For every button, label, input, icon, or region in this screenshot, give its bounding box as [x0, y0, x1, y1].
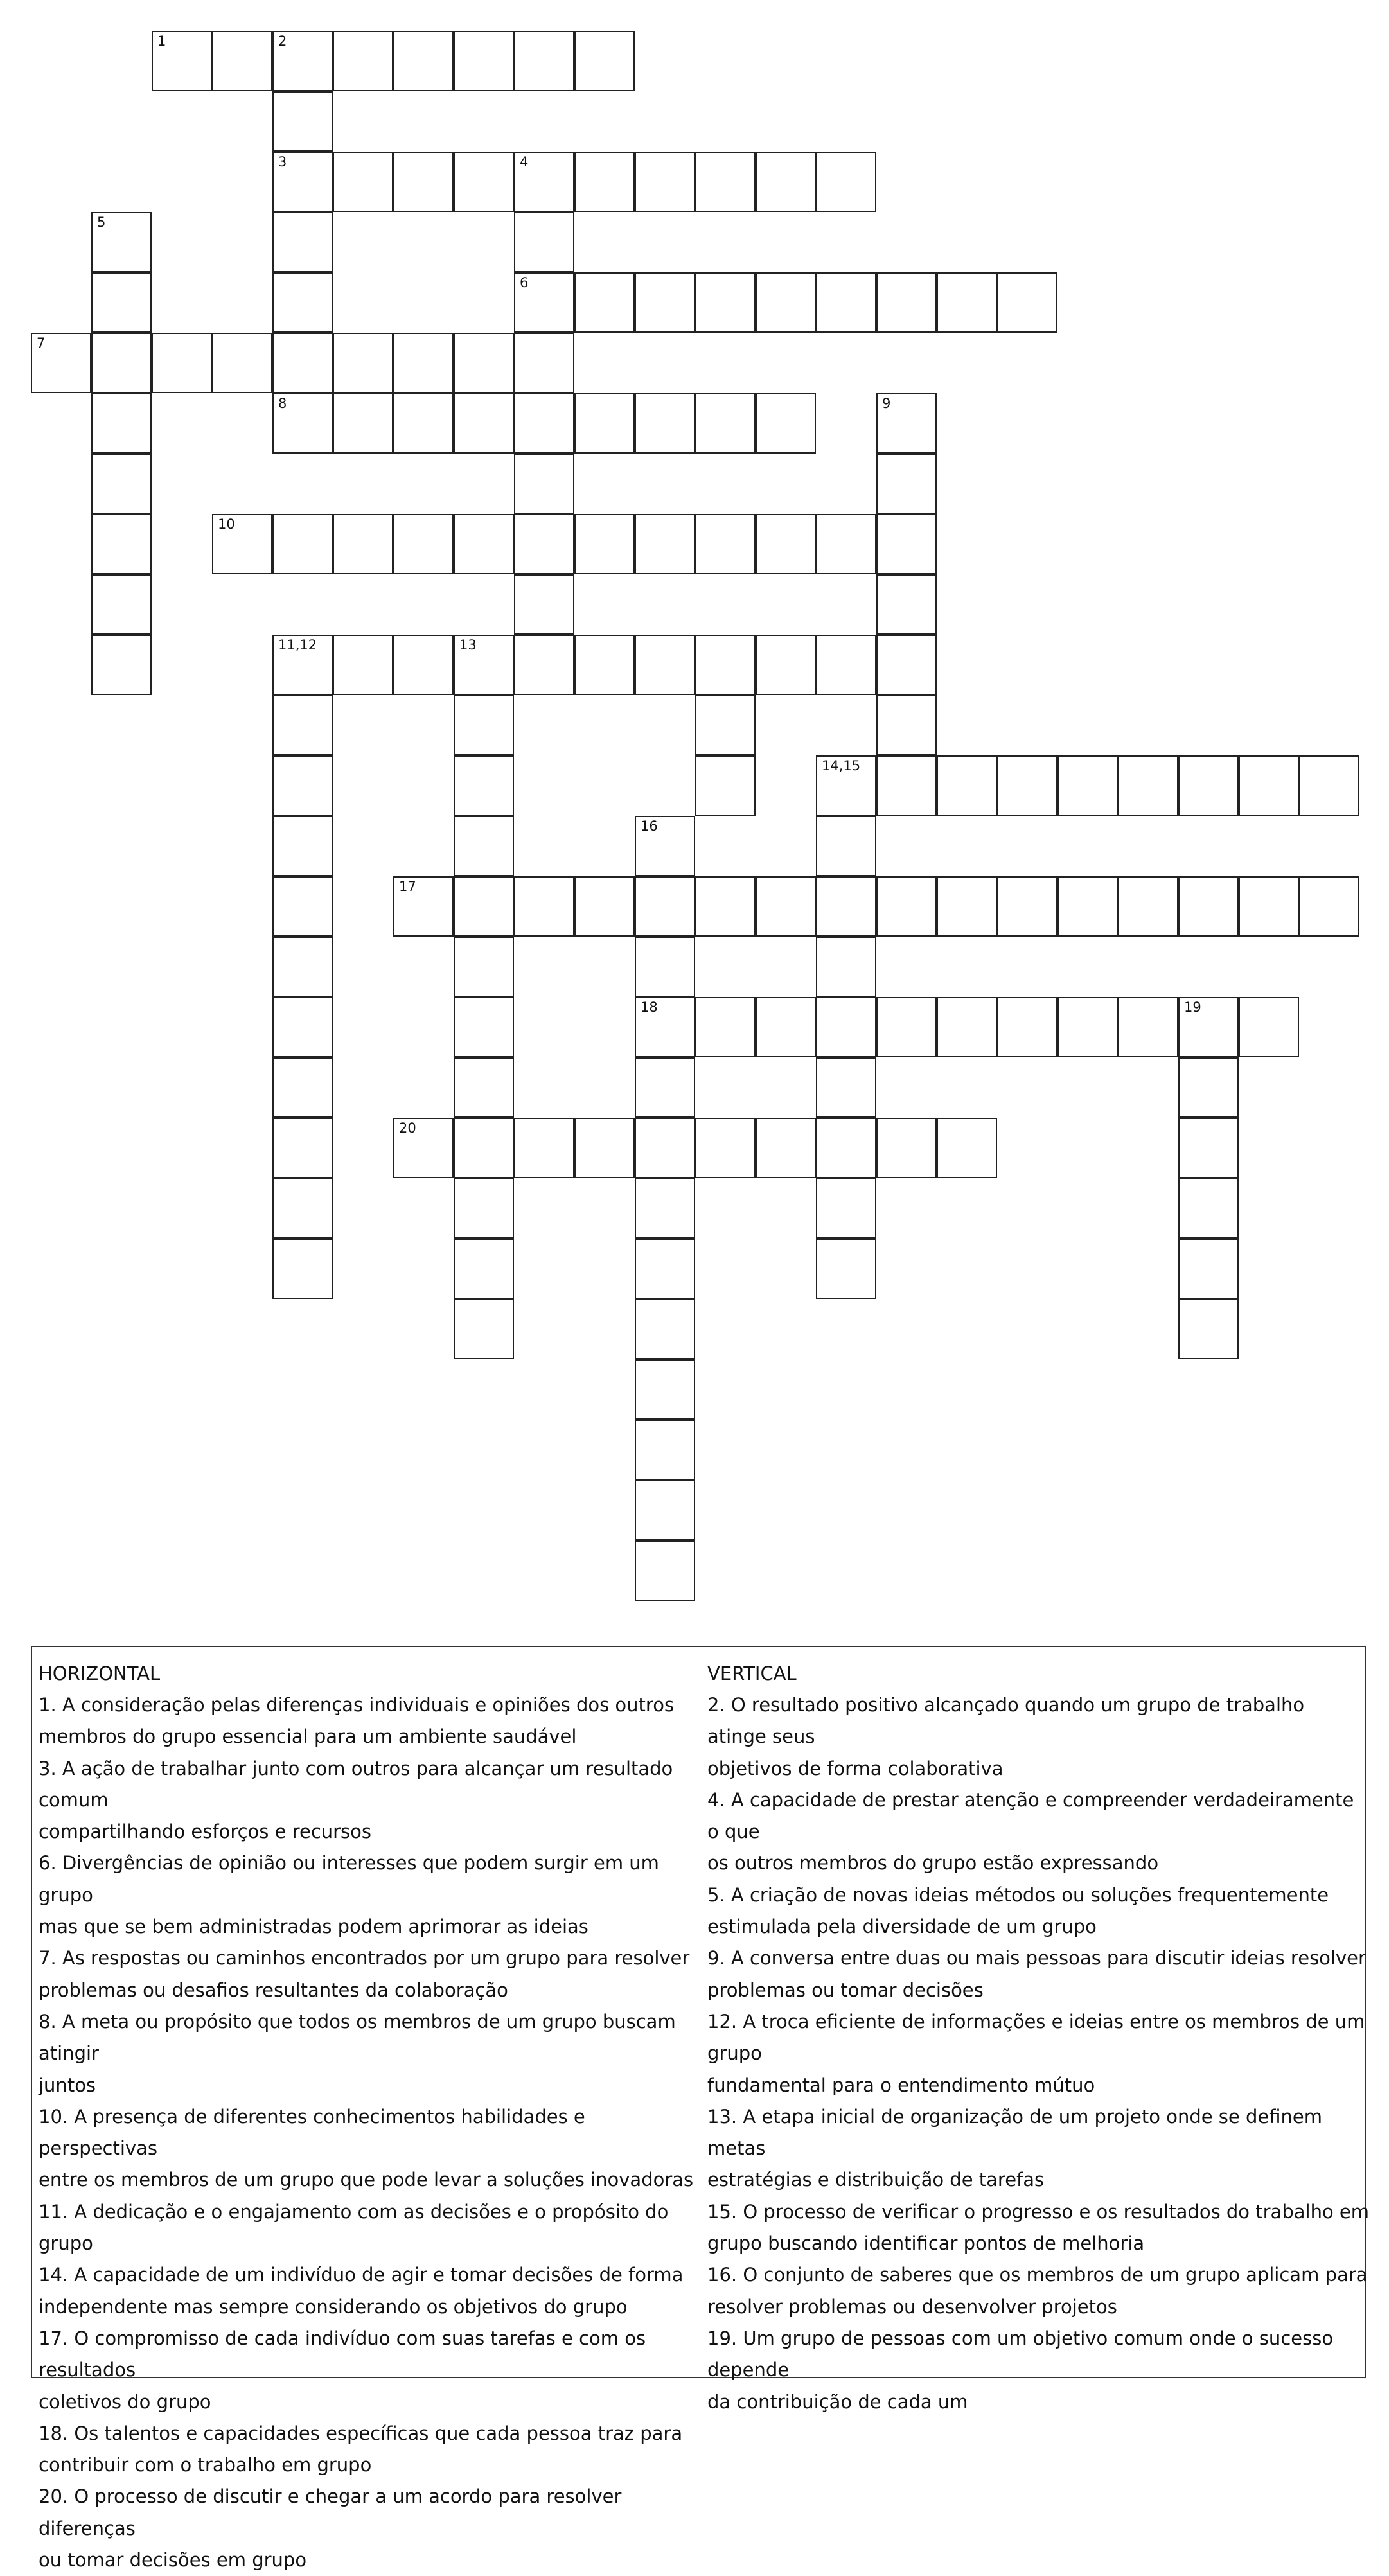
grid-cell[interactable] [393, 393, 454, 454]
clue-line: 2. O resultado positivo alcançado quando um grupo de trabalho atinge seus [707, 1694, 1305, 1748]
grid-cell[interactable] [1057, 755, 1118, 816]
grid-cell[interactable] [333, 152, 393, 212]
grid-cell[interactable] [272, 514, 333, 574]
clue-number: 7 [37, 335, 46, 351]
grid-cell[interactable] [876, 1118, 937, 1178]
grid-cell[interactable] [695, 514, 756, 574]
grid-cell[interactable] [635, 1178, 695, 1239]
grid-cell[interactable] [816, 755, 876, 816]
grid-cell[interactable] [272, 152, 333, 212]
grid-cell[interactable] [695, 755, 756, 816]
grid-cell[interactable] [635, 1118, 695, 1178]
clue-line: 17. O compromisso de cada indivíduo com suas tarefas e com os resultados [39, 2327, 646, 2381]
grid-cell[interactable] [876, 635, 937, 695]
grid-cell[interactable] [756, 272, 816, 333]
horizontal-heading: HORIZONTAL [39, 1663, 161, 1684]
grid-cell[interactable] [816, 152, 876, 212]
grid-cell[interactable] [756, 1118, 816, 1178]
clue-line: 13. A etapa inicial de organização de um projeto onde se definem metas [707, 2105, 1322, 2160]
grid-cell[interactable] [454, 695, 514, 755]
grid-cell[interactable] [272, 393, 333, 454]
clue-line: 5. A criação de novas ideias métodos ou soluções frequentemente [707, 1883, 1329, 1906]
grid-cell[interactable] [1239, 755, 1299, 816]
grid-cell[interactable] [816, 876, 876, 937]
clue-line: independente mas sempre considerando os objetivos do grupo [39, 2295, 628, 2318]
grid-cell[interactable] [454, 876, 514, 937]
grid-cell[interactable] [454, 152, 514, 212]
grid-cell[interactable] [1118, 755, 1178, 816]
grid-cell[interactable] [695, 1118, 756, 1178]
grid-cell[interactable] [876, 997, 937, 1057]
clue-line: contribuir com o trabalho em grupo [39, 2454, 372, 2476]
grid-cell[interactable] [393, 31, 454, 91]
grid-cell[interactable] [816, 816, 876, 876]
grid-cell[interactable] [635, 1480, 695, 1540]
grid-cell[interactable] [333, 31, 393, 91]
grid-cell[interactable] [91, 574, 152, 635]
clue-line: 10. A presença de diferentes conhecimentos habilidades e perspectivas [39, 2105, 585, 2160]
clue-line: 4. A capacidade de prestar atenção e compreender verdadeiramente o que [707, 1788, 1354, 1843]
clue-number: 6 [520, 275, 529, 290]
clue-line: entre os membros de um grupo que pode levar a soluções inovadoras [39, 2169, 694, 2191]
grid-cell[interactable] [514, 876, 574, 937]
grid-cell[interactable] [393, 876, 454, 937]
clue-line: estratégias e distribuição de tarefas [707, 2169, 1045, 2191]
grid-cell[interactable] [272, 1118, 333, 1178]
clue-line: 11. A dedicação e o engajamento com as decisões e o propósito do grupo [39, 2200, 669, 2255]
grid-cell[interactable] [393, 514, 454, 574]
grid-cell[interactable] [876, 755, 937, 816]
clue-line: 9. A conversa entre duas ou mais pessoas para discutir ideias resolver [707, 1947, 1366, 1970]
grid-cell[interactable] [574, 876, 635, 937]
clue-line: da contribuição de cada um [707, 2390, 968, 2413]
clue-line: estimulada pela diversidade de um grupo [707, 1916, 1097, 1938]
grid-cell[interactable] [997, 272, 1057, 333]
grid-cell[interactable] [876, 272, 937, 333]
grid-cell[interactable] [816, 1057, 876, 1118]
clue-line: juntos [39, 2074, 96, 2096]
grid-cell[interactable] [635, 1540, 695, 1601]
grid-cell[interactable] [635, 272, 695, 333]
clue-line: 14. A capacidade de um indivíduo de agir e tomar decisões de forma [39, 2264, 684, 2286]
grid-cell[interactable] [272, 212, 333, 272]
grid-cell[interactable] [876, 514, 937, 574]
grid-cell[interactable] [1178, 997, 1239, 1057]
grid-cell[interactable] [1178, 1118, 1239, 1178]
clue-number: 13 [459, 637, 477, 653]
grid-cell[interactable] [937, 997, 997, 1057]
grid-cell[interactable] [695, 152, 756, 212]
grid-cell[interactable] [31, 333, 91, 393]
grid-cell[interactable] [393, 1118, 454, 1178]
grid-cell[interactable] [454, 393, 514, 454]
clue-line: resolver problemas ou desenvolver projetos [707, 2295, 1117, 2318]
grid-cell[interactable] [997, 997, 1057, 1057]
grid-cell[interactable] [816, 635, 876, 695]
clue-line: 15. O processo de verificar o progresso e os resultados do trabalho em [707, 2200, 1369, 2223]
grid-cell[interactable] [574, 393, 635, 454]
grid-cell[interactable] [1299, 876, 1359, 937]
grid-cell[interactable] [454, 31, 514, 91]
grid-cell[interactable] [635, 514, 695, 574]
grid-cell[interactable] [333, 333, 393, 393]
grid-cell[interactable] [272, 333, 333, 393]
vertical-heading: VERTICAL [707, 1663, 797, 1684]
horizontal-clues [39, 1657, 700, 2576]
grid-cell[interactable] [454, 755, 514, 816]
clue-number: 11,12 [278, 637, 317, 653]
grid-cell[interactable] [454, 333, 514, 393]
grid-cell[interactable] [454, 1118, 514, 1178]
grid-cell[interactable] [1178, 755, 1239, 816]
grid-cell[interactable] [333, 514, 393, 574]
grid-cell[interactable] [1299, 755, 1359, 816]
clue-line: os outros membros do grupo estão expressando [707, 1852, 1159, 1875]
grid-cell[interactable] [756, 876, 816, 937]
grid-cell[interactable] [272, 1239, 333, 1299]
clue-line: coletivos do grupo [39, 2390, 211, 2413]
clue-line: 18. Os talentos e capacidades específicas que cada pessoa traz para [39, 2422, 683, 2444]
grid-cell[interactable] [635, 1359, 695, 1420]
clue-line: 16. O conjunto de saberes que os membros de um grupo aplicam para [707, 2264, 1368, 2286]
clue-number: 4 [520, 154, 529, 170]
grid-cell[interactable] [454, 1299, 514, 1359]
grid-cell[interactable] [514, 31, 574, 91]
grid-cell[interactable] [876, 454, 937, 514]
grid-cell[interactable] [756, 152, 816, 212]
grid-cell[interactable] [997, 876, 1057, 937]
grid-cell[interactable] [454, 1178, 514, 1239]
grid-cell[interactable] [1118, 876, 1178, 937]
grid-cell[interactable] [695, 876, 756, 937]
grid-cell[interactable] [574, 31, 635, 91]
grid-cell[interactable] [212, 31, 272, 91]
grid-cell[interactable] [635, 937, 695, 997]
grid-cell[interactable] [876, 574, 937, 635]
grid-cell[interactable] [212, 333, 272, 393]
grid-cell[interactable] [635, 635, 695, 695]
grid-cell[interactable] [272, 876, 333, 937]
clue-line: 8. A meta ou propósito que todos os membros de um grupo buscam atingir [39, 2010, 676, 2065]
grid-cell[interactable] [514, 514, 574, 574]
grid-cell[interactable] [1178, 1239, 1239, 1299]
clue-line: 1. A consideração pelas diferenças individuais e opiniões dos outros [39, 1694, 675, 1716]
grid-cell[interactable] [574, 635, 635, 695]
clue-number: 18 [641, 1000, 658, 1015]
grid-cell[interactable] [756, 635, 816, 695]
grid-cell[interactable] [937, 876, 997, 937]
clue-number: 20 [399, 1120, 416, 1136]
clue-line: 20. O processo de discutir e chegar a um acordo para resolver diferenças [39, 2485, 622, 2539]
clue-line: 6. Divergências de opinião ou interesses que podem surgir em um grupo [39, 1852, 659, 1906]
grid-cell[interactable] [574, 272, 635, 333]
grid-cell[interactable] [816, 1118, 876, 1178]
grid-cell[interactable] [816, 272, 876, 333]
clue-line: compartilhando esforços e recursos [39, 1821, 372, 1843]
grid-cell[interactable] [937, 272, 997, 333]
clue-number: 2 [278, 33, 287, 49]
grid-cell[interactable] [695, 695, 756, 755]
grid-cell[interactable] [695, 393, 756, 454]
grid-cell[interactable] [1118, 997, 1178, 1057]
grid-cell[interactable] [574, 1118, 635, 1178]
grid-cell[interactable] [393, 635, 454, 695]
grid-cell[interactable] [91, 272, 152, 333]
grid-cell[interactable] [514, 393, 574, 454]
grid-cell[interactable] [816, 1178, 876, 1239]
grid-cell[interactable] [393, 152, 454, 212]
grid-cell[interactable] [1057, 876, 1118, 937]
grid-cell[interactable] [574, 152, 635, 212]
clue-number: 17 [399, 879, 416, 894]
clue-line: 19. Um grupo de pessoas com um objetivo comum onde o sucesso depende [707, 2327, 1334, 2381]
grid-cell[interactable] [635, 997, 695, 1057]
grid-cell[interactable] [514, 212, 574, 272]
grid-cell[interactable] [1239, 876, 1299, 937]
grid-cell[interactable] [272, 1178, 333, 1239]
clue-number: 10 [218, 516, 235, 532]
grid-cell[interactable] [816, 1239, 876, 1299]
clue-number: 1 [157, 33, 166, 49]
grid-cell[interactable] [514, 454, 574, 514]
grid-cell[interactable] [272, 635, 333, 695]
grid-cell[interactable] [937, 1118, 997, 1178]
clue-number: 9 [882, 396, 891, 411]
grid-cell[interactable] [816, 937, 876, 997]
grid-cell[interactable] [454, 997, 514, 1057]
grid-cell[interactable] [514, 574, 574, 635]
grid-cell[interactable] [152, 333, 212, 393]
grid-cell[interactable] [514, 272, 574, 333]
grid-cell[interactable] [635, 1420, 695, 1480]
grid-cell[interactable] [1178, 1057, 1239, 1118]
clue-line: 3. A ação de trabalhar junto com outros para alcançar um resultado comum [39, 1757, 673, 1811]
grid-cell[interactable] [574, 514, 635, 574]
grid-cell[interactable] [272, 272, 333, 333]
grid-cell[interactable] [272, 1057, 333, 1118]
grid-cell[interactable] [937, 755, 997, 816]
grid-cell[interactable] [635, 1299, 695, 1359]
clue-number: 19 [1184, 1000, 1201, 1015]
grid-cell[interactable] [272, 755, 333, 816]
clue-number: 14,15 [822, 758, 861, 773]
grid-cell[interactable] [454, 816, 514, 876]
grid-cell[interactable] [454, 937, 514, 997]
grid-cell[interactable] [1239, 997, 1299, 1057]
grid-cell[interactable] [635, 393, 695, 454]
grid-cell[interactable] [454, 1239, 514, 1299]
clue-line: problemas ou tomar decisões [707, 1979, 984, 2001]
grid-cell[interactable] [756, 393, 816, 454]
grid-cell[interactable] [454, 1057, 514, 1118]
grid-cell[interactable] [514, 333, 574, 393]
grid-cell[interactable] [272, 997, 333, 1057]
clues-panel [31, 1646, 1369, 2572]
clue-line: 12. A troca eficiente de informações e ideias entre os membros de um grupo [707, 2010, 1365, 2065]
grid-cell[interactable] [635, 816, 695, 876]
grid-cell[interactable] [997, 755, 1057, 816]
grid-cell[interactable] [635, 876, 695, 937]
grid-cell[interactable] [272, 816, 333, 876]
grid-cell[interactable] [695, 272, 756, 333]
clue-line: membros do grupo essencial para um ambiente saudável [39, 1725, 577, 1748]
grid-cell[interactable] [91, 393, 152, 454]
grid-cell[interactable] [635, 152, 695, 212]
grid-cell[interactable] [91, 454, 152, 514]
clue-number: 16 [641, 818, 658, 834]
grid-cell[interactable] [816, 997, 876, 1057]
grid-cell[interactable] [876, 695, 937, 755]
grid-cell[interactable] [695, 635, 756, 695]
clue-line: fundamental para o entendimento mútuo [707, 2074, 1095, 2096]
grid-cell[interactable] [635, 1057, 695, 1118]
grid-cell[interactable] [816, 514, 876, 574]
grid-cell[interactable] [333, 393, 393, 454]
grid-cell[interactable] [91, 635, 152, 695]
grid-cell[interactable] [212, 514, 272, 574]
grid-cell[interactable] [756, 514, 816, 574]
clue-line: 7. As respostas ou caminhos encontrados por um grupo para resolver [39, 1947, 690, 1970]
grid-cell[interactable] [1178, 1299, 1239, 1359]
grid-cell[interactable] [756, 997, 816, 1057]
grid-cell[interactable] [272, 91, 333, 152]
grid-cell[interactable] [876, 393, 937, 454]
grid-cell[interactable] [876, 876, 937, 937]
grid-cell[interactable] [91, 212, 152, 272]
clue-line: problemas ou desafios resultantes da colaboração [39, 1979, 508, 2001]
clue-line: grupo buscando identificar pontos de melhoria [707, 2232, 1145, 2255]
grid-cell[interactable] [514, 1118, 574, 1178]
grid-cell[interactable] [272, 695, 333, 755]
grid-cell[interactable] [695, 997, 756, 1057]
grid-cell[interactable] [272, 31, 333, 91]
grid-cell[interactable] [454, 514, 514, 574]
clue-line: objetivos de forma colaborativa [707, 1757, 1004, 1779]
grid-cell[interactable] [514, 635, 574, 695]
grid-cell[interactable] [91, 514, 152, 574]
grid-cell[interactable] [393, 333, 454, 393]
clue-number: 3 [278, 154, 287, 170]
clue-line: ou tomar decisões em grupo [39, 2549, 307, 2572]
grid-cell[interactable] [272, 937, 333, 997]
grid-cell[interactable] [1057, 997, 1118, 1057]
grid-cell[interactable] [1178, 876, 1239, 937]
clue-line: mas que se bem administradas podem aprimorar as ideias [39, 1916, 588, 1938]
grid-cell[interactable] [333, 635, 393, 695]
grid-cell[interactable] [1178, 1178, 1239, 1239]
clue-number: 8 [278, 396, 287, 411]
grid-cell[interactable] [91, 333, 152, 393]
vertical-clues [707, 1657, 1369, 2418]
grid-cell[interactable] [635, 1239, 695, 1299]
grid-cell[interactable] [152, 31, 212, 91]
grid-cell[interactable] [514, 152, 574, 212]
clue-number: 5 [97, 215, 106, 230]
grid-cell[interactable] [454, 635, 514, 695]
